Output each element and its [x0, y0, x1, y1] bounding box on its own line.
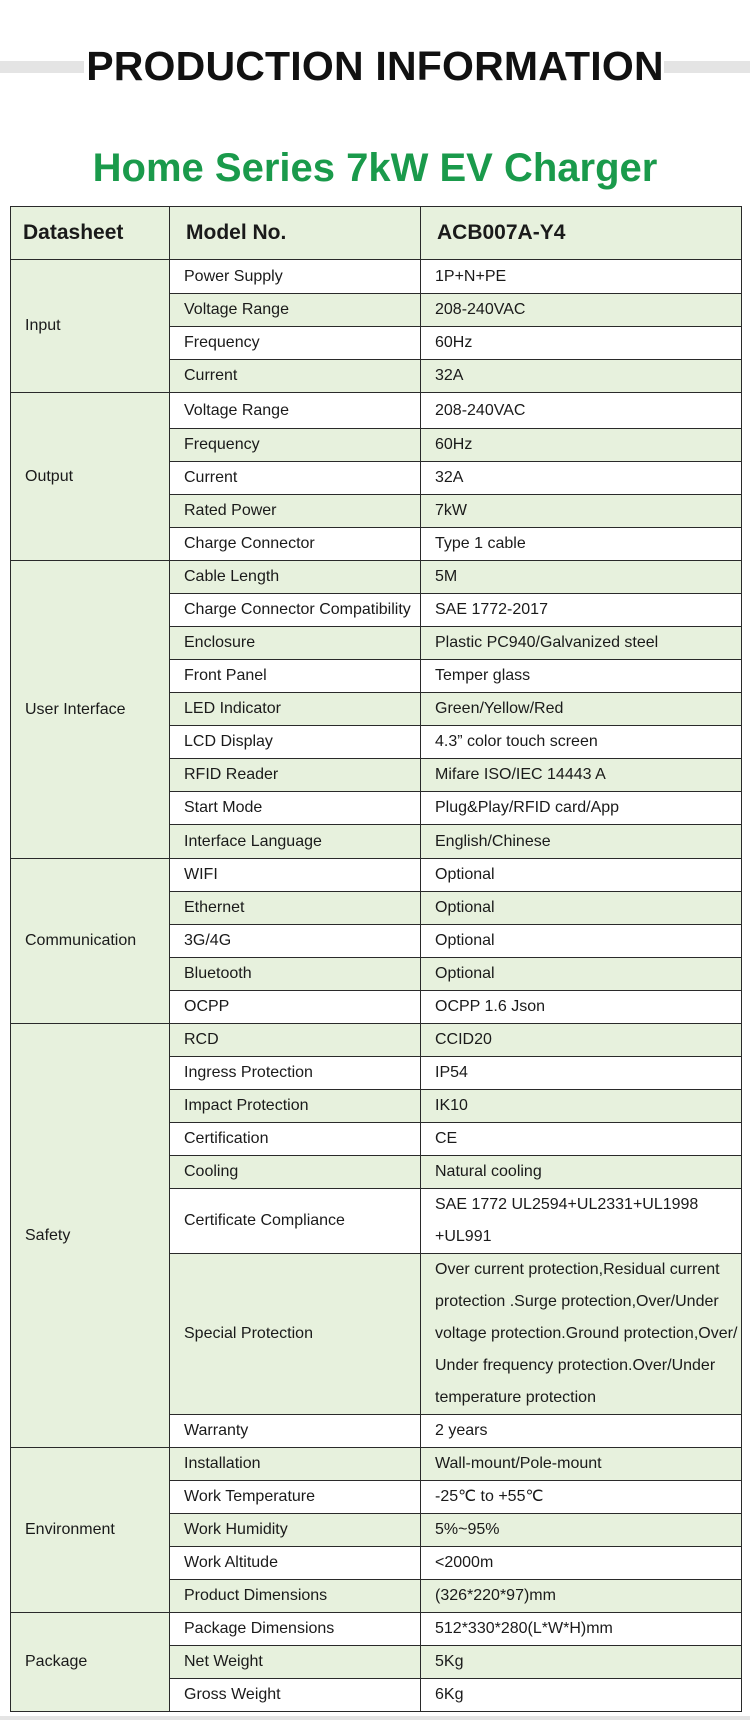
spec-label: Rated Power [170, 495, 421, 528]
spec-label: Power Supply [170, 260, 421, 294]
column-header-model: Model No. [170, 207, 421, 260]
column-header-datasheet: Datasheet [11, 207, 170, 260]
spec-value: Over current protection,Residual current protection .Surge protection,Over/Under voltage protection.Ground protection,Over/ Under frequency protection.Over/Under temperature protection [421, 1254, 742, 1415]
spec-value: -25℃ to +55℃ [421, 1481, 742, 1514]
spec-label: Frequency [170, 429, 421, 462]
spec-value: 5M [421, 561, 742, 594]
spec-label: Net Weight [170, 1646, 421, 1679]
spec-label: RFID Reader [170, 759, 421, 792]
spec-value: 7kW [421, 495, 742, 528]
group-name: Communication [11, 859, 170, 1024]
spec-value: CCID20 [421, 1024, 742, 1057]
spec-value: Plug&Play/RFID card/App [421, 792, 742, 825]
spec-label: Enclosure [170, 627, 421, 660]
spec-value: 5%~95% [421, 1514, 742, 1547]
spec-label: Installation [170, 1448, 421, 1481]
spec-label: Work Altitude [170, 1547, 421, 1580]
spec-value: Plastic PC940/Galvanized steel [421, 627, 742, 660]
group-name: Package [11, 1613, 170, 1712]
spec-label: Certificate Compliance [170, 1189, 421, 1254]
spec-label: Special Protection [170, 1254, 421, 1415]
table-header-row [11, 207, 742, 260]
spec-value: Natural cooling [421, 1156, 742, 1189]
footer-rule [0, 1716, 750, 1720]
spec-value: Type 1 cable [421, 528, 742, 561]
spec-label: LCD Display [170, 726, 421, 759]
spec-label: Ingress Protection [170, 1057, 421, 1090]
spec-label: Voltage Range [170, 294, 421, 327]
spec-value: 2 years [421, 1415, 742, 1448]
spec-value: Optional [421, 958, 742, 991]
column-header-model-value: ACB007A-Y4 [421, 207, 742, 260]
spec-value: 6Kg [421, 1679, 742, 1712]
spec-value: 208-240VAC [421, 393, 742, 429]
table-row [11, 1613, 742, 1646]
spec-value: SAE 1772 UL2594+UL2331+UL1998 +UL991 [421, 1189, 742, 1254]
spec-value: English/Chinese [421, 825, 742, 859]
spec-label: Work Temperature [170, 1481, 421, 1514]
spec-label: Warranty [170, 1415, 421, 1448]
spec-value: 208-240VAC [421, 294, 742, 327]
spec-value: Optional [421, 859, 742, 892]
spec-value: 32A [421, 360, 742, 393]
group-name: Safety [11, 1024, 170, 1448]
spec-label: LED Indicator [170, 693, 421, 726]
spec-label: Charge Connector Compatibility [170, 594, 421, 627]
spec-value: Optional [421, 925, 742, 958]
spec-value: 4.3” color touch screen [421, 726, 742, 759]
spec-label: Impact Protection [170, 1090, 421, 1123]
spec-value: Mifare ISO/IEC 14443 A [421, 759, 742, 792]
spec-value: IP54 [421, 1057, 742, 1090]
spec-value: OCPP 1.6 Json [421, 991, 742, 1024]
spec-label: 3G/4G [170, 925, 421, 958]
spec-label: Frequency [170, 327, 421, 360]
spec-label: Charge Connector [170, 528, 421, 561]
spec-label: Work Humidity [170, 1514, 421, 1547]
group-name: Output [11, 393, 170, 561]
spec-label: Cooling [170, 1156, 421, 1189]
spec-table [10, 206, 742, 1712]
group-name: Input [11, 260, 170, 393]
spec-label: Certification [170, 1123, 421, 1156]
table-row [11, 561, 742, 594]
page-title: PRODUCTION INFORMATION [86, 43, 664, 89]
table-row [11, 859, 742, 892]
spec-value: SAE 1772-2017 [421, 594, 742, 627]
spec-label: Bluetooth [170, 958, 421, 991]
group-name: Environment [11, 1448, 170, 1613]
product-title: Home Series 7kW EV Charger [92, 146, 658, 190]
spec-value: 512*330*280(L*W*H)mm [421, 1613, 742, 1646]
spec-label: Start Mode [170, 792, 421, 825]
spec-label: OCPP [170, 991, 421, 1024]
spec-value: 5Kg [421, 1646, 742, 1679]
spec-value: (326*220*97)mm [421, 1580, 742, 1613]
spec-label: Voltage Range [170, 393, 421, 429]
spec-value: Optional [421, 892, 742, 925]
spec-value: IK10 [421, 1090, 742, 1123]
table-row [11, 260, 742, 294]
table-row [11, 1024, 742, 1057]
spec-value: 60Hz [421, 327, 742, 360]
spec-value: 1P+N+PE [421, 260, 742, 294]
spec-value: CE [421, 1123, 742, 1156]
page-header [0, 36, 750, 96]
table-row [11, 1448, 742, 1481]
spec-value: 32A [421, 462, 742, 495]
spec-label: Interface Language [170, 825, 421, 859]
spec-label: Product Dimensions [170, 1580, 421, 1613]
spec-value: 60Hz [421, 429, 742, 462]
spec-label: RCD [170, 1024, 421, 1057]
table-row [11, 393, 742, 429]
spec-label: Package Dimensions [170, 1613, 421, 1646]
group-name: User Interface [11, 561, 170, 859]
spec-label: Cable Length [170, 561, 421, 594]
spec-label: Ethernet [170, 892, 421, 925]
spec-label: Gross Weight [170, 1679, 421, 1712]
spec-label: WIFI [170, 859, 421, 892]
spec-value: Green/Yellow/Red [421, 693, 742, 726]
spec-value: Wall-mount/Pole-mount [421, 1448, 742, 1481]
spec-value: <2000m [421, 1547, 742, 1580]
spec-label: Front Panel [170, 660, 421, 693]
spec-label: Current [170, 360, 421, 393]
spec-value: Temper glass [421, 660, 742, 693]
spec-label: Current [170, 462, 421, 495]
